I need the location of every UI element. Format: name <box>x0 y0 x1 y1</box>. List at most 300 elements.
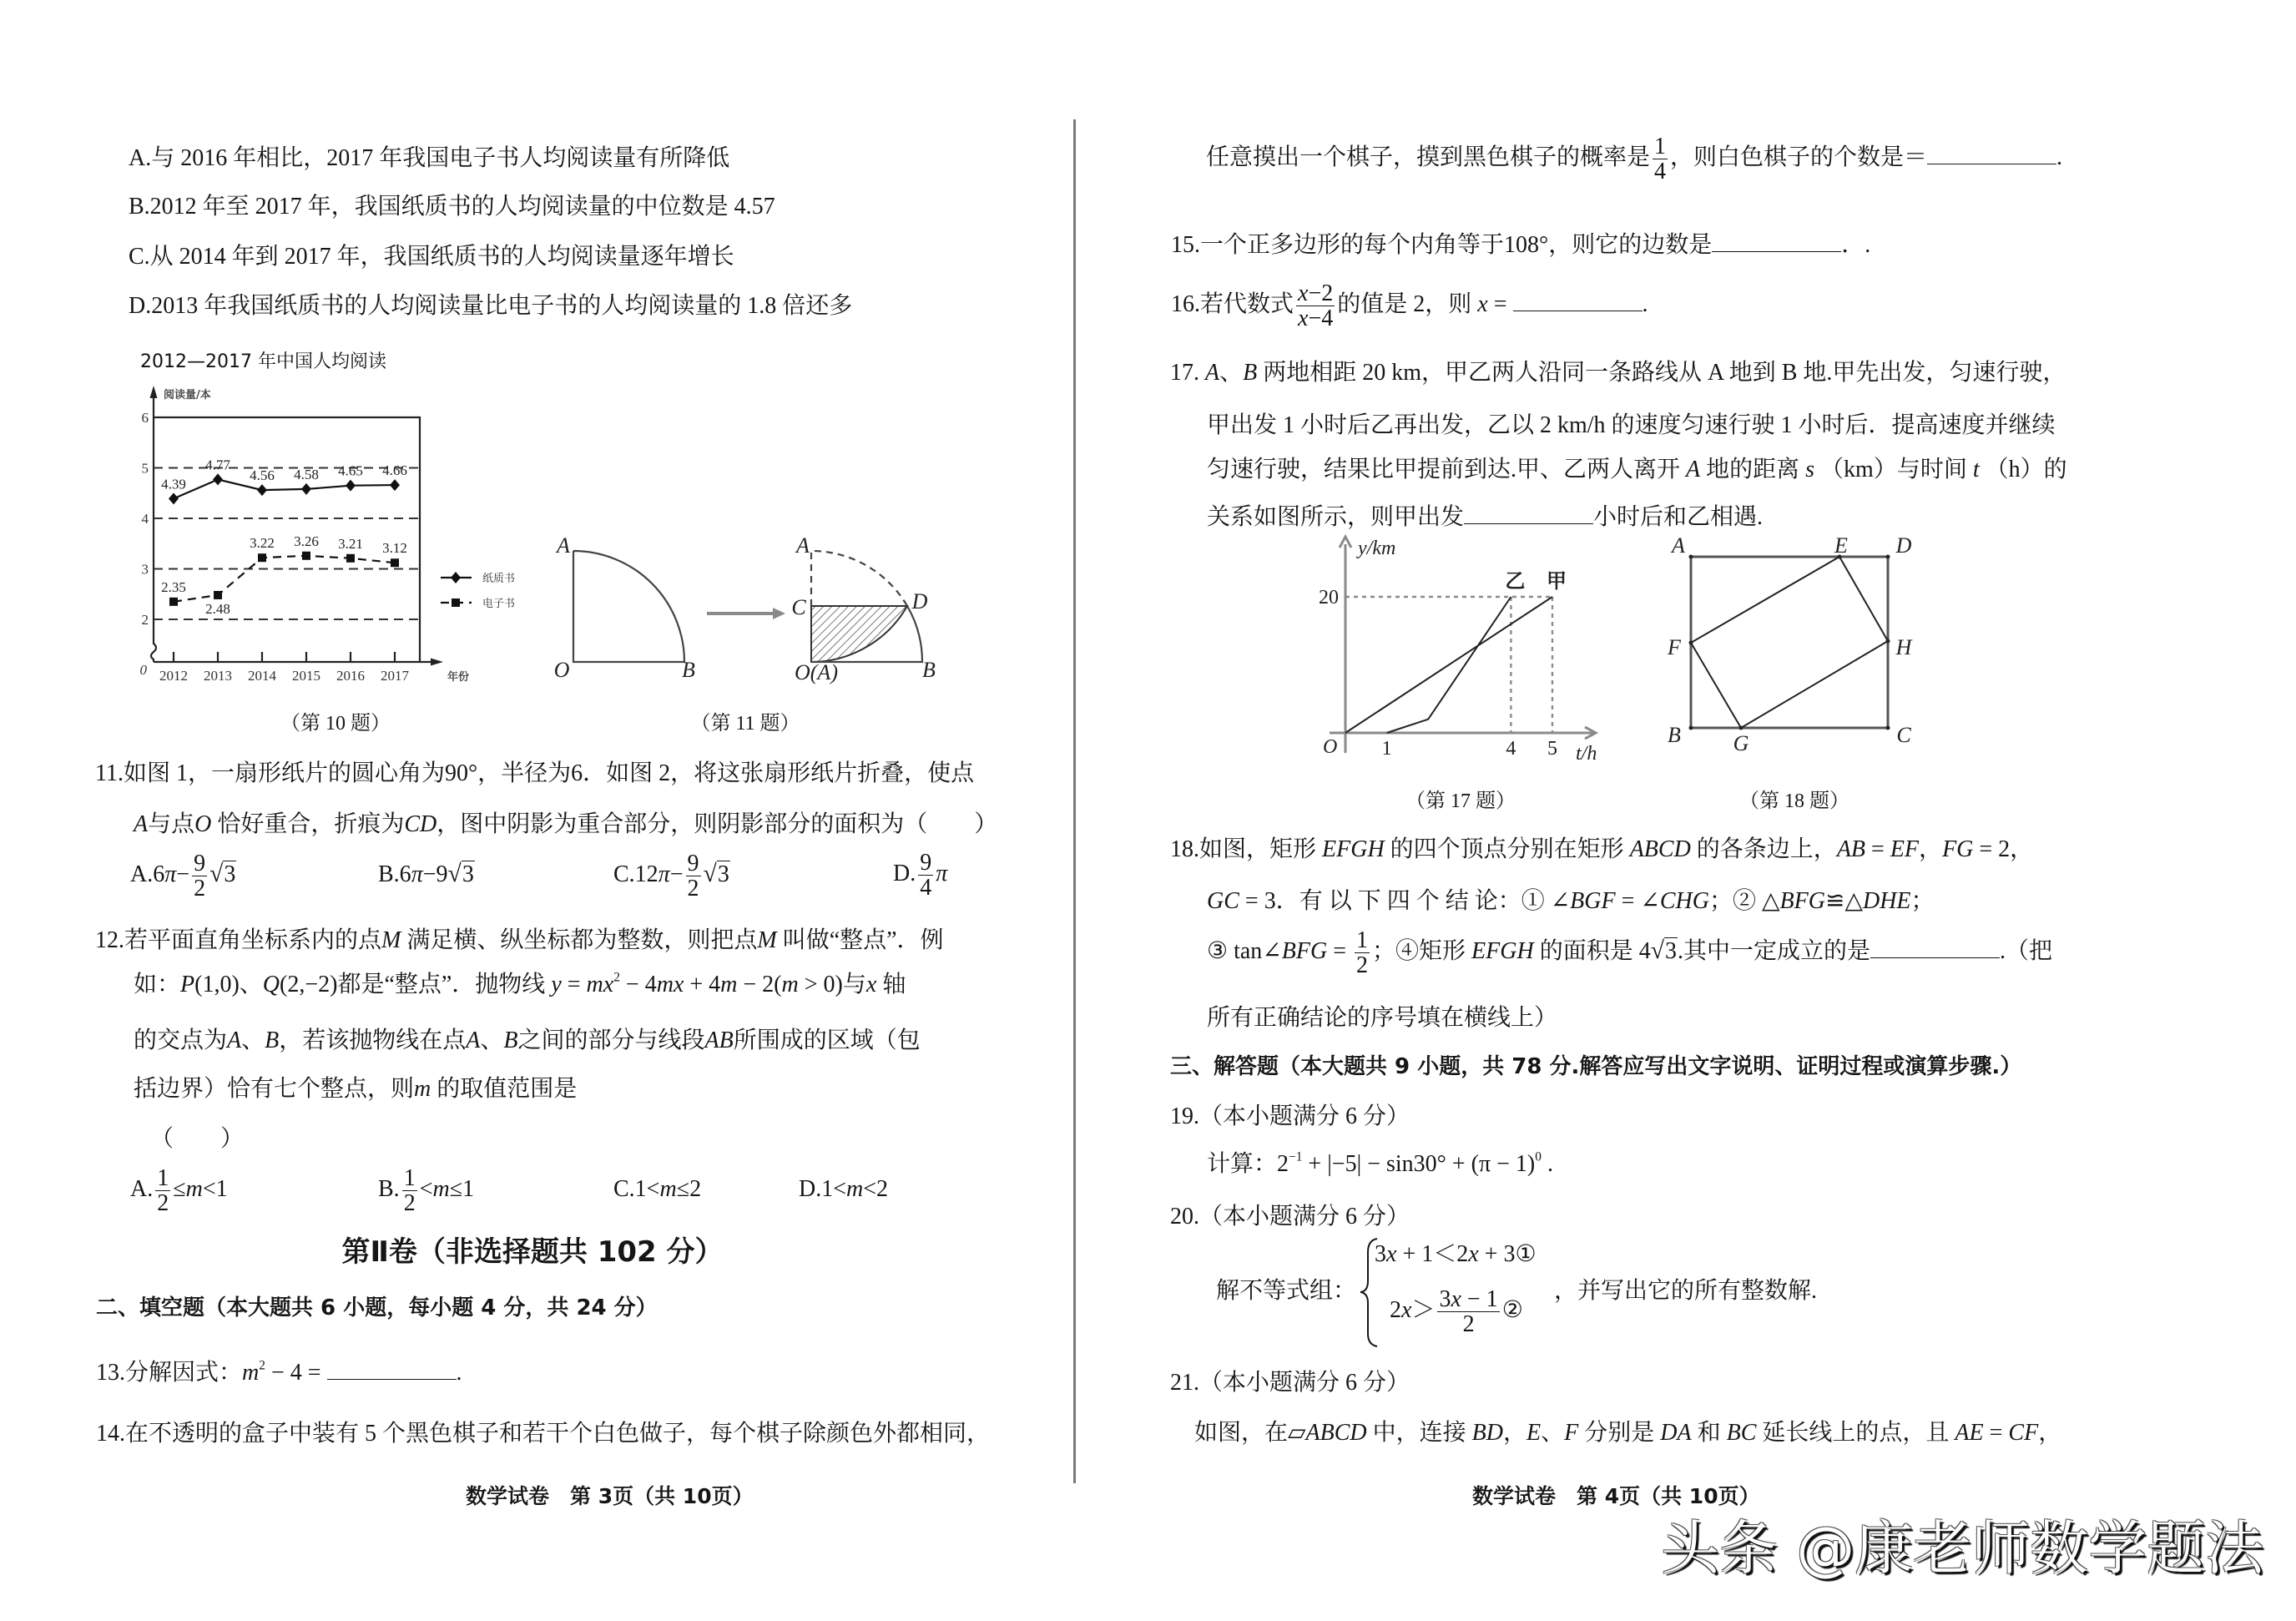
q11-option-d <box>893 850 948 901</box>
numerator <box>192 851 207 876</box>
denominator <box>1355 953 1370 977</box>
math-variable: x <box>1386 1241 1397 1267</box>
text-run: 延长线上的点，且 <box>1756 1420 1955 1446</box>
data-label: 4.77 <box>205 457 230 473</box>
math-variable: B <box>503 1028 518 1053</box>
x-tick-label: 2013 <box>204 668 232 684</box>
fraction <box>1296 281 1335 331</box>
folded-part-dashed <box>811 551 907 606</box>
q12-line-1 <box>95 927 944 955</box>
math-variable: π <box>164 861 177 887</box>
label-B: B <box>682 658 695 682</box>
distance-time-graph <box>1319 537 1597 765</box>
text-run: 2 <box>157 1190 169 1217</box>
text-run: ，则白色棋子的个数是＝ <box>1670 144 1928 170</box>
text-run: 的面积是 4 <box>1533 938 1651 964</box>
text-run: 17. <box>1170 360 1205 386</box>
page-divider <box>1073 119 1076 1483</box>
label-G: G <box>1733 731 1749 755</box>
numerator <box>1653 134 1668 159</box>
text-run: C.1< <box>613 1176 660 1202</box>
math-variable: x <box>1298 306 1309 332</box>
x-axis-arrow-icon <box>431 659 443 666</box>
answer-blank <box>327 1357 457 1380</box>
text-run: 地的距离 <box>1700 457 1806 482</box>
text-run: 2 <box>403 1190 416 1217</box>
q20-inequality-2 <box>1390 1286 1523 1338</box>
q12-option-a <box>130 1165 228 1217</box>
q17-line-1 <box>1170 359 2066 387</box>
text-run: + 3① <box>1478 1241 1537 1267</box>
math-variable: π <box>658 861 670 887</box>
quarter-sector <box>573 551 684 662</box>
series-line <box>1345 597 1552 733</box>
part2-title: 第Ⅱ卷（非选择题共 102 分） <box>341 1235 724 1269</box>
math-variable: m <box>846 1176 864 1202</box>
text-run: 的四个顶点分别在矩形 <box>1384 836 1630 862</box>
text-run: 与点 <box>148 811 195 837</box>
q19-body <box>1207 1150 1553 1179</box>
series-label: 乙 <box>1505 569 1526 593</box>
q15 <box>1171 230 1870 260</box>
q11-line-2 <box>134 810 997 839</box>
math-variable: mx <box>656 972 684 997</box>
shaded-overlap-region <box>811 606 907 662</box>
label-O-A: O(A) <box>795 660 838 684</box>
math-variable: mx <box>586 972 614 997</box>
fraction <box>918 851 933 900</box>
y-tick-label: 6 <box>141 410 149 426</box>
numerator <box>1437 1287 1499 1312</box>
text-run: ≤ <box>173 1176 186 1202</box>
text-run: − 1 <box>1461 1286 1498 1313</box>
text-run: .其中一定成立的是 <box>1678 938 1871 964</box>
fig18-caption: （第 18 题） <box>1739 790 1849 812</box>
text-run: −2 <box>1308 280 1334 307</box>
square-marker-icon <box>452 598 460 607</box>
data-label: 2.48 <box>205 600 230 617</box>
text-run: 小时后和乙相遇. <box>1593 504 1764 530</box>
x-tick-label: 2016 <box>336 668 365 684</box>
text-run: . <box>1541 1151 1553 1177</box>
text-run: 如图，在▱ <box>1194 1420 1306 1446</box>
y-tick-label: 0 <box>139 662 147 678</box>
text-run: . <box>456 1360 462 1386</box>
text-run: 中，连接 <box>1366 1420 1472 1446</box>
text-run: ； <box>1910 888 1935 914</box>
square-marker-icon <box>258 553 266 562</box>
q12-option-b <box>378 1165 475 1217</box>
math-variable: π <box>936 861 948 886</box>
legend-label: 电子书 <box>482 598 516 610</box>
text-run: 1 <box>1356 927 1369 954</box>
diamond-marker-icon <box>169 492 179 504</box>
numerator <box>918 851 933 876</box>
text-run: 、 <box>1541 1420 1565 1446</box>
denominator <box>155 1191 170 1215</box>
text-run: 、 <box>1219 360 1244 386</box>
text-run: 15.一个正多边形的每个内角等于108°，则它的边数是 <box>1171 232 1713 258</box>
legend-label: 纸质书 <box>482 573 516 585</box>
fold-arrow-icon <box>707 608 785 619</box>
y-tick-label: 20 <box>1319 587 1339 609</box>
numerator <box>1296 281 1335 306</box>
label-B: B <box>922 658 936 682</box>
text-run: − <box>669 861 684 887</box>
data-label: 4.66 <box>382 462 407 479</box>
data-label: 2.35 <box>161 578 186 595</box>
q11-option-a <box>130 851 236 902</box>
fraction <box>1653 134 1668 184</box>
numerator <box>1355 928 1370 953</box>
text-run: + 4 <box>684 972 721 997</box>
math-variable: m <box>242 1360 260 1386</box>
text-run: 任意摸出一个棋子，摸到黑色棋子的概率是 <box>1206 144 1651 170</box>
math-variable: y <box>551 972 562 997</box>
text-run: + |−5| − sin30° + (π − 1) <box>1302 1151 1536 1177</box>
text-run: D.1< <box>799 1176 847 1202</box>
label-E: E <box>1834 533 1848 558</box>
math-variable: x <box>1477 291 1488 317</box>
data-label: 3.22 <box>250 535 275 552</box>
text-run: 的值是 2，则 <box>1337 291 1478 317</box>
math-variable: DA <box>1660 1420 1692 1446</box>
label-O: O <box>553 658 570 682</box>
q20-tail: ，并写出它的所有整数解. <box>1554 1278 1818 1304</box>
chart-series-layer <box>140 410 516 684</box>
text-run: ， <box>1919 836 1943 862</box>
q10-option-a: A.与 2016 年相比，2017 年我国电子书人均阅读量有所降低 <box>129 145 730 171</box>
answer-blank <box>1513 289 1643 311</box>
text-run: D. <box>893 861 916 886</box>
text-run: ；④矩形 <box>1372 938 1472 964</box>
text-run: 、 <box>480 1028 504 1053</box>
text-run: (1,0)、 <box>194 972 263 997</box>
diamond-marker-icon <box>213 473 223 485</box>
text-run: 2 <box>194 876 206 902</box>
text-run: 计算：2 <box>1207 1151 1289 1177</box>
math-variable: BGF <box>1570 888 1616 914</box>
math-variable: A <box>134 811 149 837</box>
math-variable: CHG <box>1659 888 1709 914</box>
diamond-marker-icon <box>451 572 461 583</box>
text-run: .（把 <box>2000 938 2053 964</box>
text-run: − 4 = <box>265 1360 327 1386</box>
square-marker-icon <box>169 598 178 606</box>
text-run: 轴 <box>876 972 906 997</box>
fraction <box>192 851 207 901</box>
superscript: 2 <box>259 1358 265 1373</box>
text-run: + 1＜2 <box>1396 1241 1469 1267</box>
section3-heading: 三、解答题（本大题共 9 小题，共 78 分.解答应写出文字说明、证明过程或演算步骤.） <box>1170 1054 2022 1079</box>
denominator <box>1653 159 1668 184</box>
text-run: ≤2 <box>676 1176 702 1202</box>
square-root <box>209 860 236 889</box>
q14-line-2 <box>1206 134 2063 185</box>
math-variable: B <box>1243 360 1258 386</box>
q18-line-2 <box>1207 887 1935 916</box>
data-label: 4.39 <box>161 476 186 492</box>
text-run: 两地相距 20 km，甲乙两人沿同一条路线从 A 地到 B 地.甲先出发，匀速行驶， <box>1257 360 2066 386</box>
q12-line-3 <box>134 1027 921 1055</box>
text-run: < <box>419 1176 433 1202</box>
math-variable: B <box>265 1028 280 1053</box>
text-run: 1 <box>403 1165 416 1192</box>
diamond-marker-icon <box>257 484 267 496</box>
denominator <box>918 876 933 900</box>
square-root <box>448 860 475 889</box>
math-variable: ABCD <box>1305 1420 1367 1446</box>
text-run: −4 <box>1308 306 1334 332</box>
math-variable: π <box>411 861 423 887</box>
math-variable: Q <box>262 972 280 997</box>
text-run: = 2， <box>1973 836 2034 862</box>
label-H: H <box>1895 635 1912 659</box>
data-label: 3.21 <box>338 535 363 552</box>
text-run: 2 <box>687 876 699 902</box>
answer-blank <box>1464 502 1593 524</box>
radicand: 3 <box>1665 938 1677 964</box>
text-run: −9 <box>422 861 448 887</box>
radicand: 3 <box>224 861 236 887</box>
q21-body <box>1194 1419 2061 1447</box>
math-variable: P <box>180 972 195 997</box>
y-axis-label: y/km <box>1358 538 1396 559</box>
text-run: 13.分解因式： <box>96 1360 243 1386</box>
q16 <box>1171 280 1648 332</box>
math-variable: M <box>381 927 401 953</box>
text-run: ＞ <box>1411 1297 1436 1323</box>
text-run: 括边界）恰有七个整点，则 <box>134 1076 415 1102</box>
origin-label: O <box>1323 736 1338 758</box>
radical-icon: √ <box>1650 937 1664 964</box>
text-run: 分别是 <box>1578 1420 1661 1446</box>
data-label: 4.65 <box>338 462 363 479</box>
label-A: A <box>796 533 810 558</box>
fraction <box>402 1166 417 1215</box>
text-run: ，图中阴影为重合部分，则阴影部分的面积为（ ） <box>436 811 998 837</box>
math-variable: A <box>1205 360 1220 386</box>
data-label: 4.56 <box>250 467 275 484</box>
math-variable: F <box>1564 1420 1579 1446</box>
q14-line-1 <box>96 1420 990 1448</box>
text-run: = <box>1983 1420 2009 1446</box>
math-variable: EF <box>1890 836 1920 862</box>
square-root <box>1651 937 1678 966</box>
q12-option-d <box>799 1175 888 1204</box>
footer-page-4: 数学试卷 第 4页（共 10页） <box>1472 1484 1760 1508</box>
data-label: 4.58 <box>294 466 319 482</box>
math-variable: EFGH <box>1471 938 1534 964</box>
x-tick-label: 5 <box>1547 738 1557 760</box>
q12-answer-parens <box>150 1125 244 1154</box>
denominator <box>1296 306 1335 331</box>
text-run: 4 <box>920 875 932 901</box>
math-variable: E <box>1526 1420 1542 1446</box>
text-run: <2 <box>863 1176 889 1202</box>
x-axis-label: t/h <box>1576 743 1597 765</box>
q11-line-1 <box>95 760 974 788</box>
y-tick-label: 3 <box>141 561 149 578</box>
q13 <box>96 1357 462 1387</box>
y-axis-arrow-icon <box>150 386 158 398</box>
chart-title: 2012—2017 年中国人均阅读 <box>140 351 386 372</box>
math-variable: x <box>1298 280 1309 307</box>
fraction <box>155 1166 170 1215</box>
fraction <box>686 851 701 901</box>
math-variable: t <box>1972 457 1980 482</box>
text-run: 恰好重合，折痕为 <box>211 811 405 837</box>
text-run: A. <box>130 1176 154 1202</box>
text-run: 所有正确结论的序号填在横线上） <box>1207 1005 1558 1031</box>
math-variable: m <box>781 972 799 997</box>
text-run: 1 <box>157 1165 169 1192</box>
text-run: 叫做“整点”．例 <box>776 927 944 953</box>
q11-option-b <box>378 860 475 889</box>
text-run: = <box>1487 291 1513 317</box>
fig11-caption: （第 11 题） <box>690 713 800 735</box>
answer-blank <box>1712 230 1841 252</box>
math-variable: BFG <box>1281 938 1328 964</box>
y-tick-label: 4 <box>141 511 149 527</box>
reading-line-chart <box>140 351 516 684</box>
math-variable: DHE <box>1862 888 1911 914</box>
math-variable: A <box>1686 457 1701 482</box>
fraction <box>1437 1287 1499 1336</box>
y-axis-label: 阅读量/本 <box>164 389 211 401</box>
text-run: ；② △ <box>1709 888 1780 914</box>
label-B: B <box>1668 723 1681 747</box>
text-run: = <box>561 972 587 997</box>
text-run: 2 <box>1390 1297 1401 1323</box>
math-variable: x <box>865 972 877 997</box>
q10-option-c: C.从 2014 年到 2017 年，我国纸质书的人均阅读量逐年增长 <box>129 244 734 270</box>
text-run: 3 <box>1439 1286 1451 1313</box>
math-variable: m <box>659 1176 677 1202</box>
text-run: （h）的 <box>1979 457 2067 482</box>
text-run: − 4 <box>619 972 657 997</box>
text-run: (2,−2)都是“整点”．抛物线 <box>280 972 552 997</box>
math-variable: A <box>466 1028 481 1053</box>
text-run: 关系如图所示，则甲出发 <box>1207 504 1465 530</box>
text-run: 16.若代数式 <box>1171 291 1294 317</box>
rectangle-ABCD <box>1691 557 1888 728</box>
sector-figure-2 <box>791 533 936 684</box>
text-run: . <box>2056 144 2063 170</box>
q10-option-d: D.2013 年我国纸质书的人均阅读量比电子书的人均阅读量的 1.8 倍还多 <box>129 293 853 319</box>
section2-heading: 二、填空题（本大题共 6 小题，每小题 4 分，共 24 分） <box>96 1295 658 1321</box>
x-tick-label: 2017 <box>381 668 409 684</box>
math-variable: A <box>227 1028 242 1053</box>
math-variable: CF <box>2008 1420 2039 1446</box>
q12-line-2 <box>134 971 906 999</box>
square-marker-icon <box>391 558 399 567</box>
radical-icon: √ <box>703 861 717 887</box>
text-run: 所围成的区域（包 <box>733 1028 921 1053</box>
superscript: 0 <box>1535 1149 1542 1164</box>
y-tick-label: 5 <box>141 460 149 477</box>
watermark: 头条 @康老师数学题法 <box>1661 1514 2264 1583</box>
denominator <box>192 876 207 901</box>
math-variable: m <box>414 1076 431 1102</box>
fig10-caption: （第 10 题） <box>280 713 391 735</box>
text-run: = 3．有 以 下 四 个 结 论：① ∠ <box>1239 888 1571 914</box>
square-marker-icon <box>302 552 310 560</box>
x-axis-label: 年份 <box>447 671 470 684</box>
series-line <box>174 556 395 602</box>
text-run: 的取值范围是 <box>431 1076 578 1102</box>
rectangle-EFGH <box>1691 557 1888 728</box>
radicand: 3 <box>717 861 729 887</box>
text-run: − <box>176 861 190 887</box>
label-A: A <box>557 533 570 558</box>
math-variable: EFGH <box>1322 836 1385 862</box>
superscript: 2 <box>613 970 620 985</box>
series-label: 甲 <box>1547 569 1567 593</box>
math-variable: x <box>1451 1286 1461 1313</box>
q11-option-c <box>613 851 730 902</box>
x-tick-label: 2015 <box>292 668 320 684</box>
label-C: C <box>791 595 806 619</box>
answer-blank <box>1927 142 2056 164</box>
denominator <box>686 876 701 901</box>
math-variable: BD <box>1471 1420 1503 1446</box>
text-run: = <box>1327 938 1353 964</box>
math-variable: m <box>185 1176 203 1202</box>
graph-series-layer <box>1319 569 1567 760</box>
label-D: D <box>1895 533 1912 558</box>
q12-line-4 <box>134 1075 577 1103</box>
math-variable: CD <box>404 811 437 837</box>
text-run: 的各条边上， <box>1690 836 1837 862</box>
radical-icon: √ <box>447 861 462 887</box>
text-run: 如： <box>134 972 181 997</box>
x-tick-label: 2012 <box>159 668 188 684</box>
text-run: ≤1 <box>449 1176 475 1202</box>
q18-line-4 <box>1207 1004 1557 1033</box>
text-run: 2 <box>1356 952 1369 979</box>
series-line <box>174 479 395 498</box>
text-run: 满足横、纵坐标都为整数，则把点 <box>401 927 758 953</box>
text-run: = <box>1865 836 1890 862</box>
numerator <box>402 1166 417 1191</box>
chart-frame <box>154 417 420 662</box>
math-variable: x <box>1468 1241 1479 1267</box>
q19-head: 19.（本小题满分 6 分） <box>1170 1103 1410 1129</box>
q20-label: 解不等式组： <box>1216 1278 1357 1304</box>
math-variable: x <box>1401 1297 1412 1323</box>
footer-page-3: 数学试卷 第 3页（共 10页） <box>466 1484 754 1508</box>
text-run: 14.在不透明的盒子中装有 5 个黑色棋子和若干个白色做子，每个棋子除颜色外都相同， <box>96 1421 991 1447</box>
numerator <box>686 851 701 876</box>
q18-line-1 <box>1170 836 2033 864</box>
math-variable: BC <box>1726 1420 1757 1446</box>
square-marker-icon <box>214 591 222 599</box>
text-run: ② <box>1501 1297 1523 1323</box>
text-run: . <box>1642 291 1648 317</box>
diamond-marker-icon <box>346 480 356 492</box>
text-run: 9 <box>194 851 206 877</box>
math-variable: M <box>757 927 777 953</box>
diamond-marker-icon <box>301 483 311 495</box>
math-variable: O <box>194 811 212 837</box>
text-run: 和 <box>1691 1420 1727 1446</box>
text-run: ③ tan∠ <box>1207 938 1282 964</box>
text-run: A.6 <box>130 861 165 887</box>
superscript: −1 <box>1289 1149 1303 1164</box>
square-marker-icon <box>346 554 355 563</box>
q10-option-b: B.2012 年至 2017 年，我国纸质书的人均阅读量的中位数是 4.57 <box>129 194 775 220</box>
